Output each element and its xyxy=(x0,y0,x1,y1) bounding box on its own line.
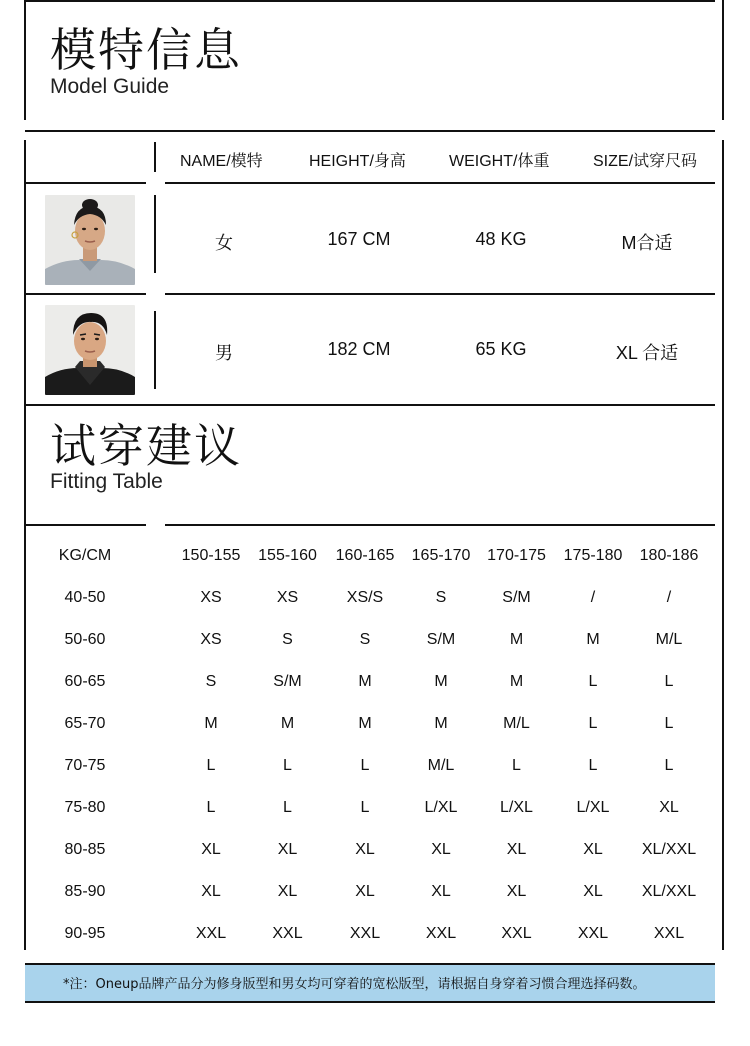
size-cell: M xyxy=(509,673,524,690)
size-cell: M/L xyxy=(655,631,683,648)
left-border-mid xyxy=(24,140,26,550)
top-border xyxy=(25,0,715,2)
height-col-7: 180-186 xyxy=(639,547,699,564)
size-cell: XL xyxy=(431,883,451,900)
size-cell: L xyxy=(283,799,292,816)
row1-divider xyxy=(154,195,156,273)
size-cell: XXL xyxy=(577,925,609,942)
model-guide-title-cn: 模特信息 xyxy=(50,23,242,77)
size-cell: M xyxy=(204,715,218,732)
size-cell: M xyxy=(434,715,448,732)
size-cell: S xyxy=(205,673,217,690)
size-cell: XL xyxy=(277,883,298,900)
size-cell: S/M xyxy=(273,673,302,690)
size-cell: / xyxy=(666,589,672,606)
size-cell: XL xyxy=(583,883,603,900)
size-cell: XL xyxy=(506,883,527,900)
table-row xyxy=(25,577,715,619)
weight-range: 60-65 xyxy=(64,673,106,690)
size-cell: S xyxy=(282,631,293,648)
row-line-1b xyxy=(165,182,715,184)
header-size: SIZE/试穿尺码 xyxy=(593,153,698,170)
table-row xyxy=(25,787,715,829)
table-row xyxy=(25,619,715,661)
size-cell: XXL xyxy=(195,925,227,942)
size-cell: L xyxy=(360,757,370,774)
fitting-top-line-b xyxy=(165,524,715,526)
size-cell: XS/S xyxy=(346,589,384,606)
row-line-1a xyxy=(25,182,146,184)
weight-range: 90-95 xyxy=(64,925,106,942)
size-cell: L/XL xyxy=(576,799,610,816)
height-col-2: 155-160 xyxy=(258,547,317,564)
size-cell: S/M xyxy=(502,589,531,606)
height-col-1: 150-155 xyxy=(181,547,241,564)
right-border-bottom xyxy=(722,550,724,950)
size-cell: L xyxy=(588,715,598,732)
corner-label: KG/CM xyxy=(58,547,112,564)
size-cell: XS xyxy=(200,589,222,606)
header-divider xyxy=(154,142,156,172)
size-cell: L xyxy=(664,715,674,732)
fitting-note: *注：Oneup品牌产品分为修身版型和男女均可穿着的宽松版型，请根据自身穿着习惯合理选择码数。 xyxy=(25,963,715,1003)
model2-height: 182 CM xyxy=(327,339,391,359)
size-cell: L xyxy=(206,757,216,774)
size-cell: XL xyxy=(201,841,221,858)
weight-range: 75-80 xyxy=(64,799,106,816)
size-cell: L xyxy=(664,673,674,690)
size-cell: M/L xyxy=(427,757,455,774)
table-row xyxy=(25,703,715,745)
model1-weight: 48 KG xyxy=(475,229,527,249)
size-cell: XL/XXL xyxy=(641,841,697,858)
size-cell: XL xyxy=(355,883,375,900)
header-name: NAME/模特 xyxy=(180,153,263,170)
size-cell: L xyxy=(206,799,216,816)
size-cell: XS xyxy=(200,631,222,648)
size-cell: S/M xyxy=(426,631,456,648)
fitting-table-title-en: Fitting Table xyxy=(50,470,163,493)
size-cell: XL xyxy=(506,841,527,858)
table-row xyxy=(25,871,715,913)
fitting-table-title-cn: 试穿建议 xyxy=(50,419,242,473)
size-cell: M xyxy=(434,673,448,690)
table-row xyxy=(25,913,715,955)
model1-size: M合适 xyxy=(621,233,673,253)
height-col-5: 170-175 xyxy=(487,547,546,564)
row-line-2a xyxy=(25,293,146,295)
model-table-top-line xyxy=(25,130,715,132)
size-cell: M xyxy=(586,631,600,648)
weight-range: 85-90 xyxy=(64,883,106,900)
table-row xyxy=(25,829,715,871)
weight-range: 40-50 xyxy=(64,589,106,606)
size-cell: M xyxy=(358,673,372,690)
size-cell: M xyxy=(280,715,295,732)
size-cell: XXL xyxy=(272,925,303,942)
size-cell: L xyxy=(283,757,292,774)
size-cell: M xyxy=(358,715,372,732)
size-cell: XL xyxy=(659,799,679,816)
model2-name: 男 xyxy=(215,343,233,363)
size-cell: M xyxy=(509,631,524,648)
size-cell: XL xyxy=(355,841,375,858)
table-row xyxy=(25,661,715,703)
size-cell: XXL xyxy=(425,925,457,942)
weight-range: 70-75 xyxy=(64,757,106,774)
model1-name: 女 xyxy=(215,233,233,253)
model-table-bottom-line xyxy=(25,404,715,406)
female-model-photo xyxy=(45,195,135,285)
size-cell: S xyxy=(359,631,371,648)
size-cell: L/XL xyxy=(500,799,533,816)
size-cell: XL xyxy=(277,841,298,858)
size-cell: XL xyxy=(583,841,603,858)
right-border-top xyxy=(722,0,724,120)
size-cell: M/L xyxy=(503,715,530,732)
fitting-header-row xyxy=(25,535,715,577)
model-guide-title-en: Model Guide xyxy=(50,75,170,98)
fitting-top-line-a xyxy=(25,524,146,526)
height-col-3: 160-165 xyxy=(335,547,395,564)
size-cell: L xyxy=(664,757,674,774)
model2-weight: 65 KG xyxy=(475,339,527,359)
row2-divider xyxy=(154,311,156,389)
size-cell: XL xyxy=(201,883,221,900)
size-cell: XXL xyxy=(349,925,381,942)
male-model-photo xyxy=(45,305,135,395)
model1-height: 167 CM xyxy=(327,229,391,249)
height-col-6: 175-180 xyxy=(563,547,623,564)
size-cell: L xyxy=(588,673,598,690)
weight-range: 65-70 xyxy=(64,715,106,732)
size-cell: XL/XXL xyxy=(641,883,697,900)
left-border-top xyxy=(24,0,26,120)
size-cell: XL xyxy=(431,841,451,858)
size-cell: L xyxy=(588,757,598,774)
size-cell: L/XL xyxy=(424,799,458,816)
size-cell: XXL xyxy=(653,925,685,942)
size-cell: / xyxy=(590,589,596,606)
height-col-4: 165-170 xyxy=(411,547,471,564)
right-border-mid xyxy=(722,140,724,550)
weight-range: 50-60 xyxy=(64,631,106,648)
size-cell: L xyxy=(360,799,370,816)
header-weight: WEIGHT/体重 xyxy=(449,153,550,170)
size-cell: XS xyxy=(276,589,299,606)
row-line-2b xyxy=(165,293,715,295)
size-cell: L xyxy=(512,757,521,774)
header-height: HEIGHT/身高 xyxy=(309,153,406,170)
model2-size: XL 合适 xyxy=(615,343,679,363)
size-cell: XXL xyxy=(501,925,532,942)
table-row xyxy=(25,745,715,787)
weight-range: 80-85 xyxy=(64,841,106,858)
size-cell: S xyxy=(435,589,447,606)
